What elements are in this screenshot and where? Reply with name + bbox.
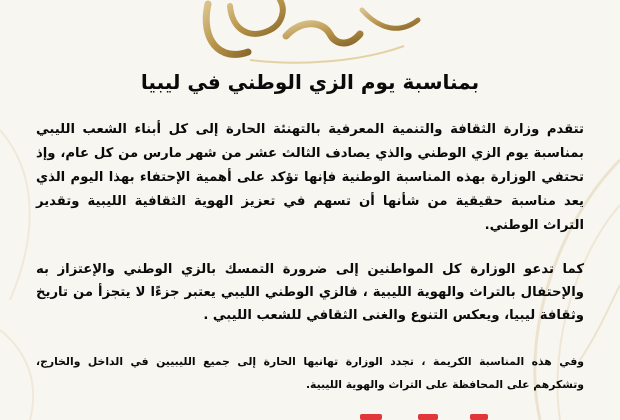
paragraph-congratulations: تتقدم وزارة الثقافة والتنمية المعرفية بالتهنئة الحارة إلى كل أبناء الشعب الليبي بمناسبة يوم الزي الوطني والذي يصادف الثالث عشر من شهر مارس من كل عام، وإذ تحتفي الوزارة بهذه المناسبة الوطنية فإنها تؤكد على أهمية الإحتفاء بهذا اليوم الذي يعد مناسبة حقيقية من شأنها أن تسهم في تعزيز الهوية الثقافية الليبية وتقدير التراث الوطني. bbox=[36, 122, 584, 233]
paragraph-closing: وفي هذه المناسبة الكريمة ، تجدد الوزارة تهانيها الحارة إلى جميع الليبيين في الداخل والخارج، وتشكرهم على المحافظة على التراث والهوية الليبية. bbox=[36, 355, 584, 391]
bottom-decoration bbox=[360, 412, 490, 420]
paragraph-call-to-citizens: كما تدعو الوزارة كل المواطنين إلى ضرورة التمسك بالزي الوطني والإعتزاز به والإحتفال بالتراث والهوية الليبية ، فالزي الوطني الليبي يعتبر جزءًا لا يتجزأ من تاريخ وثقافة ليبيا، ويعكس التنوع والغنى الثقافي للشعب الليبي . bbox=[36, 262, 584, 323]
ministry-logo bbox=[190, 0, 430, 70]
page-title: بمناسبة يوم الزي الوطني في ليبيا bbox=[140, 70, 480, 94]
